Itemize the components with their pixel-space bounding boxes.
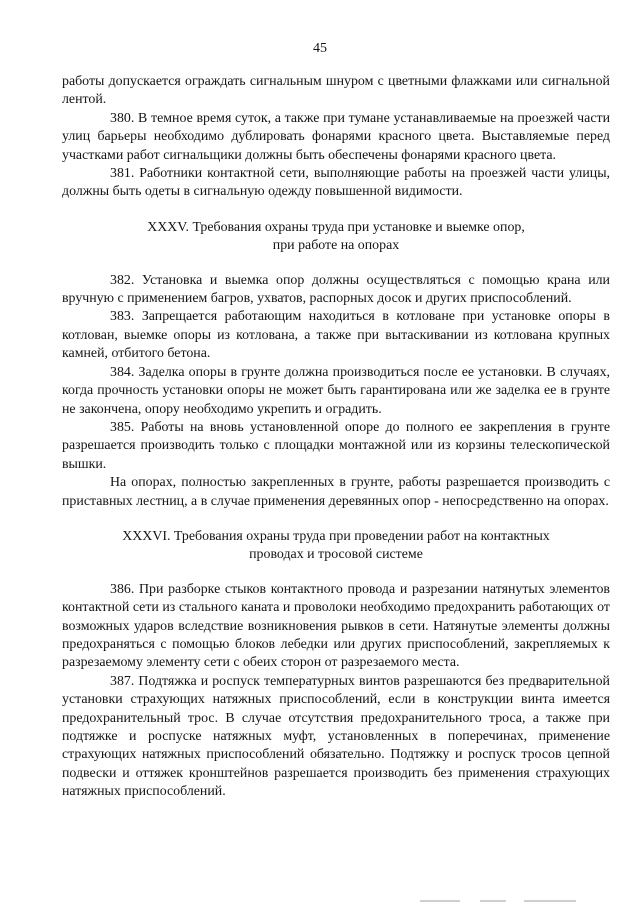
paragraph-continuation: работы допускается ограждать сигнальным шнуром с цветными флажками или сигнальной лентой. xyxy=(62,74,610,108)
paragraph-386: 386. При разборке стыков контактного провода и разрезании натянутых элементов контактной сети из стального каната и проволоки необходимо предохранить работающих от возможных ударов вследствие возникновения рывков в сети. Натянутые элементы должны предохраняться с помощью блоков лебедки или других приспособлений, закрепляемых к разрезаемому элементу сети с обеих сторон от разрезаемого места. xyxy=(62,581,610,671)
section-heading-line: проводах и тросовой системе xyxy=(249,547,423,563)
paragraph-381: 381. Работники контактной сети, выполняющие работы на проезжей части улицы, должны быть одеты в сигнальную одежду повышенной видимости. xyxy=(62,166,610,200)
page-body xyxy=(62,73,610,802)
section-heading-line: при работе на опорах xyxy=(272,238,400,254)
paragraph-382: 382. Установка и выемка опор должны осуществляться с помощью крана или вручную с применением багров, ухватов, распорных досок и других приспособлений. xyxy=(62,272,610,307)
paragraph-387: 387. Подтяжка и роспуск температурных винтов разрешаются без предварительной установки страхующих натяжных приспособлений, если в конструкции винта имеется предохранительный трос. В случае отсутствия предохранительного троса, а также при подтяжке и роспуске натяжных муфт, установленных в поперечинах, применение страхующих натяжных приспособлений обязательно. Подтяжку и роспуск тросов цепной подвески и оттяжек кронштейнов разрешается производить без применения страхующих натяжных приспособлений. xyxy=(62,673,610,800)
paragraph-385: 385. Работы на вновь установленной опоре до полного ее закрепления в грунте разрешается производить только с площадки монтажной или из корзины телескопической вышки. xyxy=(62,419,610,472)
section-heading-line: XXXVI. Требования охраны труда при проведении работ на контактных xyxy=(122,528,550,544)
scan-edge-marks xyxy=(420,897,620,905)
paragraph-385-addendum: На опорах, полностью закрепленных в грунте, работы разрешается производить с приставных лестниц, а в случае применения деревянных опор - непосредственно на опорах. xyxy=(62,475,610,509)
page-number: 45 xyxy=(313,41,327,56)
section-heading-xxxvi xyxy=(62,511,610,581)
section-heading-xxxv xyxy=(62,202,610,272)
section-heading-line: XXXV. Требования охраны труда при установке и выемке опор, xyxy=(147,219,525,235)
paragraph-380: 380. В темное время суток, а также при тумане устанавливаемые на проезжей части улиц барьеры необходимо дублировать фонарями красного цвета. Выставляемые перед участками работ сигнальщики должны быть обеспечены фонарями красного цвета. xyxy=(62,110,610,163)
paragraph-384: 384. Заделка опоры в грунте должна производиться после ее установки. В случаях, когда прочность установки опоры не может быть гарантирована или же заделка ее в грунте не закончена, опору необходимо укрепить и оградить. xyxy=(62,364,610,417)
paragraph-383: 383. Запрещается работающим находиться в котловане при установке опоры в котлован, выемке опоры из котлована, а также при вытаскивании из котлована крупных камней, отбитого бетона. xyxy=(62,309,610,362)
